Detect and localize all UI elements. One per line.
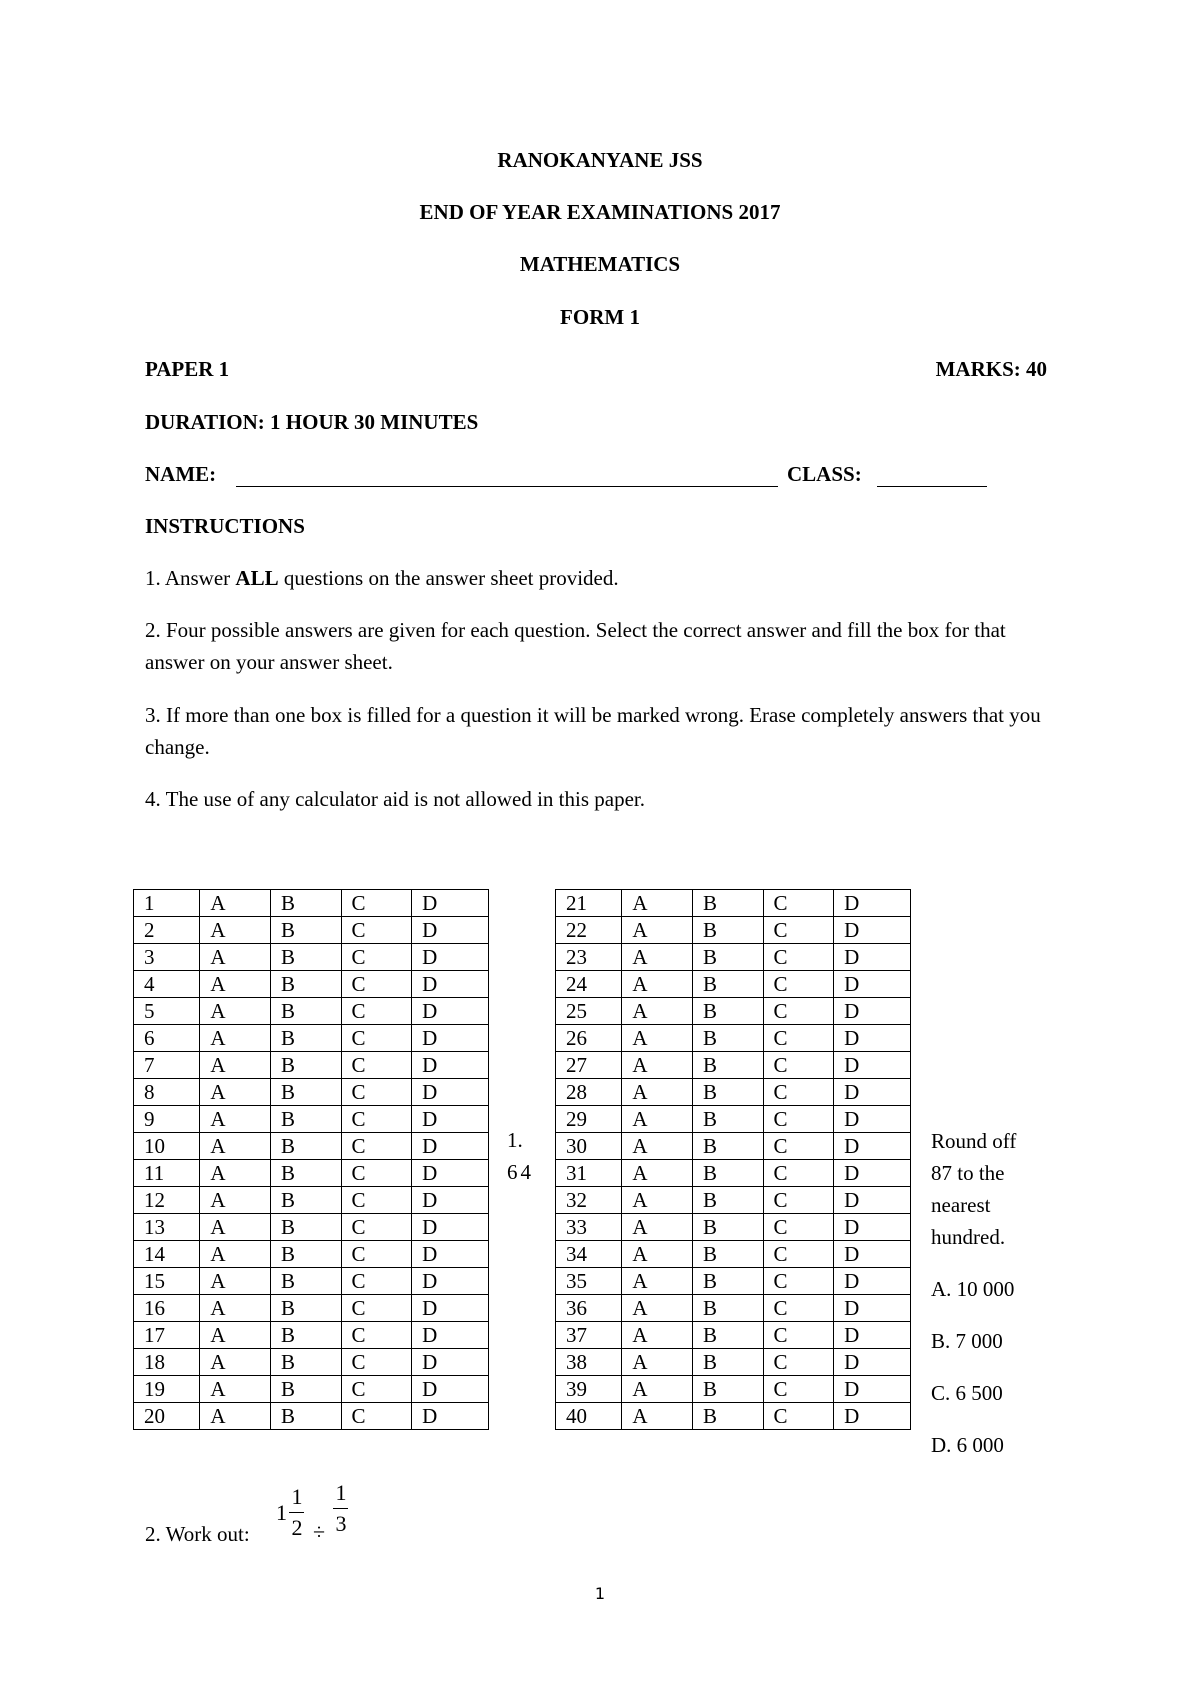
instruction-1-emphasis: ALL — [235, 566, 279, 590]
answer-row-30 — [556, 1133, 911, 1160]
fraction-1-bar — [289, 1512, 304, 1513]
answer-box-26-a[interactable]: A — [622, 1025, 693, 1052]
answer-box-8-a[interactable]: A — [200, 1079, 271, 1106]
instruction-3: 3. If more than one box is filled for a question it will be marked wrong. Erase completely answers that you change. — [145, 703, 1041, 759]
answer-row-number: 1 — [134, 890, 200, 917]
answer-box-27-b[interactable]: B — [692, 1052, 763, 1079]
answer-row-29 — [556, 1106, 911, 1133]
answer-box-35-b[interactable]: B — [692, 1268, 763, 1295]
answer-box-10-c[interactable]: C — [341, 1133, 412, 1160]
answer-box-23-a[interactable]: A — [622, 944, 693, 971]
answer-box-4-c[interactable]: C — [341, 971, 412, 998]
answer-box-18-b[interactable]: B — [270, 1349, 341, 1376]
answer-box-7-c[interactable]: C — [341, 1052, 412, 1079]
answer-box-29-b[interactable]: B — [692, 1106, 763, 1133]
answer-box-25-b[interactable]: B — [692, 998, 763, 1025]
answer-row-number: 18 — [134, 1349, 200, 1376]
class-label: CLASS: — [787, 462, 862, 486]
answer-row-17 — [134, 1322, 489, 1349]
answer-box-2-a[interactable]: A — [200, 917, 271, 944]
instruction-1 — [145, 562, 1055, 594]
answer-box-3-a[interactable]: A — [200, 944, 271, 971]
answer-box-24-a[interactable]: A — [622, 971, 693, 998]
answer-box-22-c[interactable]: C — [763, 917, 834, 944]
answer-row-25 — [556, 998, 911, 1025]
answer-box-9-b[interactable]: B — [270, 1106, 341, 1133]
instruction-1-end: questions on the answer sheet provided. — [278, 566, 619, 590]
answer-box-12-d[interactable]: D — [412, 1187, 489, 1214]
answer-box-40-b[interactable]: B — [692, 1403, 763, 1430]
answer-row-22 — [556, 917, 911, 944]
answer-box-17-d[interactable]: D — [412, 1322, 489, 1349]
answer-box-5-a[interactable]: A — [200, 998, 271, 1025]
answer-box-22-a[interactable]: A — [622, 917, 693, 944]
answer-box-35-c[interactable]: C — [763, 1268, 834, 1295]
answer-box-27-c[interactable]: C — [763, 1052, 834, 1079]
answer-box-38-b[interactable]: B — [692, 1349, 763, 1376]
answer-box-23-b[interactable]: B — [692, 944, 763, 971]
answer-box-36-a[interactable]: A — [622, 1295, 693, 1322]
answer-row-number: 17 — [134, 1322, 200, 1349]
answer-box-36-c[interactable]: C — [763, 1295, 834, 1322]
answer-row-16 — [134, 1295, 489, 1322]
answer-box-11-c[interactable]: C — [341, 1160, 412, 1187]
answer-row-number: 38 — [556, 1349, 622, 1376]
answer-box-19-b[interactable]: B — [270, 1376, 341, 1403]
answer-box-15-d[interactable]: D — [412, 1268, 489, 1295]
answer-box-7-a[interactable]: A — [200, 1052, 271, 1079]
answer-box-3-c[interactable]: C — [341, 944, 412, 971]
answer-box-20-a[interactable]: A — [200, 1403, 271, 1430]
answer-box-3-d[interactable]: D — [412, 944, 489, 971]
answer-row-1 — [134, 890, 489, 917]
answer-box-37-d[interactable]: D — [834, 1322, 911, 1349]
answer-row-number: 4 — [134, 971, 200, 998]
answer-row-number: 34 — [556, 1241, 622, 1268]
answer-box-18-d[interactable]: D — [412, 1349, 489, 1376]
answer-box-1-d[interactable]: D — [412, 890, 489, 917]
answer-box-25-d[interactable]: D — [834, 998, 911, 1025]
answer-row-number: 10 — [134, 1133, 200, 1160]
answer-row-3 — [134, 944, 489, 971]
answer-box-9-a[interactable]: A — [200, 1106, 271, 1133]
answer-row-39 — [556, 1376, 911, 1403]
answer-box-22-d[interactable]: D — [834, 917, 911, 944]
answer-box-38-a[interactable]: A — [622, 1349, 693, 1376]
answer-box-14-d[interactable]: D — [412, 1241, 489, 1268]
question-1-option-c: C. 6 500 — [931, 1381, 1003, 1405]
answer-box-5-b[interactable]: B — [270, 998, 341, 1025]
answer-row-number: 32 — [556, 1187, 622, 1214]
answer-row-number: 20 — [134, 1403, 200, 1430]
answer-row-number: 27 — [556, 1052, 622, 1079]
answer-row-number: 7 — [134, 1052, 200, 1079]
answer-box-30-d[interactable]: D — [834, 1133, 911, 1160]
instruction-1-start: 1. Answer — [145, 566, 236, 590]
answer-row-37 — [556, 1322, 911, 1349]
answer-row-number: 23 — [556, 944, 622, 971]
answer-box-12-b[interactable]: B — [270, 1187, 341, 1214]
answer-row-6 — [134, 1025, 489, 1052]
answer-row-number: 5 — [134, 998, 200, 1025]
answer-box-20-c[interactable]: C — [341, 1403, 412, 1430]
answer-row-19 — [134, 1376, 489, 1403]
answer-box-11-a[interactable]: A — [200, 1160, 271, 1187]
school-name: RANOKANYANE JSS — [497, 148, 703, 172]
answer-box-21-d[interactable]: D — [834, 890, 911, 917]
answer-box-1-c[interactable]: C — [341, 890, 412, 917]
answer-row-13 — [134, 1214, 489, 1241]
answer-box-21-a[interactable]: A — [622, 890, 693, 917]
answer-row-27 — [556, 1052, 911, 1079]
answer-row-number: 15 — [134, 1268, 200, 1295]
answer-row-20 — [134, 1403, 489, 1430]
answer-row-38 — [556, 1349, 911, 1376]
answer-box-32-c[interactable]: C — [763, 1187, 834, 1214]
answer-row-35 — [556, 1268, 911, 1295]
answer-box-33-b[interactable]: B — [692, 1214, 763, 1241]
answer-box-34-a[interactable]: A — [622, 1241, 693, 1268]
answer-box-40-c[interactable]: C — [763, 1403, 834, 1430]
answer-row-24 — [556, 971, 911, 998]
answer-box-39-b[interactable]: B — [692, 1376, 763, 1403]
answer-box-39-a[interactable]: A — [622, 1376, 693, 1403]
answer-box-30-a[interactable]: A — [622, 1133, 693, 1160]
answer-box-13-d[interactable]: D — [412, 1214, 489, 1241]
answer-row-number: 29 — [556, 1106, 622, 1133]
answer-row-9 — [134, 1106, 489, 1133]
question-2-label: 2. Work out: — [145, 1522, 250, 1546]
fraction-1-denominator: 2 — [291, 1515, 303, 1540]
answer-box-27-d[interactable]: D — [834, 1052, 911, 1079]
fraction-2-denominator: 3 — [335, 1511, 347, 1536]
answer-row-number: 11 — [134, 1160, 200, 1187]
answer-row-number: 35 — [556, 1268, 622, 1295]
answer-box-35-a[interactable]: A — [622, 1268, 693, 1295]
answer-box-32-a[interactable]: A — [622, 1187, 693, 1214]
answer-box-35-d[interactable]: D — [834, 1268, 911, 1295]
answer-box-28-a[interactable]: A — [622, 1079, 693, 1106]
answer-box-30-b[interactable]: B — [692, 1133, 763, 1160]
answer-row-number: 19 — [134, 1376, 200, 1403]
answer-row-number: 37 — [556, 1322, 622, 1349]
answer-sheet-right — [555, 889, 911, 1430]
answer-row-number: 39 — [556, 1376, 622, 1403]
answer-box-21-b[interactable]: B — [692, 890, 763, 917]
answer-box-40-d[interactable]: D — [834, 1403, 911, 1430]
answer-box-17-a[interactable]: A — [200, 1322, 271, 1349]
answer-box-2-c[interactable]: C — [341, 917, 412, 944]
answer-box-13-c[interactable]: C — [341, 1214, 412, 1241]
answer-row-21 — [556, 890, 911, 917]
answer-box-6-d[interactable]: D — [412, 1025, 489, 1052]
exam-title: END OF YEAR EXAMINATIONS 2017 — [419, 200, 781, 224]
answer-row-15 — [134, 1268, 489, 1295]
marks-label: MARKS: 40 — [935, 357, 1047, 381]
answer-box-15-b[interactable]: B — [270, 1268, 341, 1295]
answer-box-11-b[interactable]: B — [270, 1160, 341, 1187]
answer-row-10 — [134, 1133, 489, 1160]
answer-box-39-d[interactable]: D — [834, 1376, 911, 1403]
answer-row-number: 36 — [556, 1295, 622, 1322]
answer-row-number: 26 — [556, 1025, 622, 1052]
answer-row-23 — [556, 944, 911, 971]
answer-row-31 — [556, 1160, 911, 1187]
fraction-2-numerator: 1 — [335, 1480, 347, 1505]
answer-row-number: 31 — [556, 1160, 622, 1187]
answer-box-25-a[interactable]: A — [622, 998, 693, 1025]
instructions-title: INSTRUCTIONS — [145, 514, 305, 538]
answer-row-11 — [134, 1160, 489, 1187]
answer-box-18-c[interactable]: C — [341, 1349, 412, 1376]
question-1-line-4: hundred. — [931, 1225, 1006, 1249]
answer-box-18-a[interactable]: A — [200, 1349, 271, 1376]
question-1-line-2: 87 to the — [931, 1161, 1005, 1185]
answer-box-14-c[interactable]: C — [341, 1241, 412, 1268]
instruction-4: 4. The use of any calculator aid is not allowed in this paper. — [145, 787, 645, 811]
answer-box-11-d[interactable]: D — [412, 1160, 489, 1187]
answer-box-7-d[interactable]: D — [412, 1052, 489, 1079]
fraction-2-bar — [333, 1508, 348, 1509]
answer-row-number: 33 — [556, 1214, 622, 1241]
answer-box-28-c[interactable]: C — [763, 1079, 834, 1106]
answer-box-38-c[interactable]: C — [763, 1349, 834, 1376]
answer-box-4-b[interactable]: B — [270, 971, 341, 998]
answer-box-34-b[interactable]: B — [692, 1241, 763, 1268]
answer-box-10-d[interactable]: D — [412, 1133, 489, 1160]
answer-box-4-a[interactable]: A — [200, 971, 271, 998]
answer-box-30-c[interactable]: C — [763, 1133, 834, 1160]
answer-row-number: 2 — [134, 917, 200, 944]
answer-box-26-c[interactable]: C — [763, 1025, 834, 1052]
answer-box-14-a[interactable]: A — [200, 1241, 271, 1268]
answer-box-27-a[interactable]: A — [622, 1052, 693, 1079]
answer-box-34-c[interactable]: C — [763, 1241, 834, 1268]
answer-box-19-c[interactable]: C — [341, 1376, 412, 1403]
answer-box-36-b[interactable]: B — [692, 1295, 763, 1322]
answer-box-40-a[interactable]: A — [622, 1403, 693, 1430]
answer-box-20-b[interactable]: B — [270, 1403, 341, 1430]
subject-title: MATHEMATICS — [519, 252, 681, 276]
answer-row-number: 28 — [556, 1079, 622, 1106]
answer-box-5-d[interactable]: D — [412, 998, 489, 1025]
answer-box-37-c[interactable]: C — [763, 1322, 834, 1349]
answer-row-number: 16 — [134, 1295, 200, 1322]
question-1-value: 64 — [507, 1160, 534, 1184]
answer-row-40 — [556, 1403, 911, 1430]
answer-row-5 — [134, 998, 489, 1025]
question-1-option-a: A. 10 000 — [931, 1277, 1015, 1301]
question-1-number: 1. — [507, 1128, 523, 1152]
answer-row-33 — [556, 1214, 911, 1241]
answer-box-4-d[interactable]: D — [412, 971, 489, 998]
answer-row-number: 9 — [134, 1106, 200, 1133]
answer-box-2-b[interactable]: B — [270, 917, 341, 944]
answer-box-22-b[interactable]: B — [692, 917, 763, 944]
duration-label: DURATION: 1 HOUR 30 MINUTES — [145, 410, 479, 434]
question-1-line-1: Round off — [931, 1129, 1017, 1153]
answer-box-8-b[interactable]: B — [270, 1079, 341, 1106]
answer-row-number: 14 — [134, 1241, 200, 1268]
answer-row-number: 3 — [134, 944, 200, 971]
answer-box-13-a[interactable]: A — [200, 1214, 271, 1241]
answer-box-26-b[interactable]: B — [692, 1025, 763, 1052]
answer-box-17-c[interactable]: C — [341, 1322, 412, 1349]
answer-box-33-d[interactable]: D — [834, 1214, 911, 1241]
answer-row-18 — [134, 1349, 489, 1376]
question-1-line-3: nearest — [931, 1193, 991, 1217]
answer-box-37-a[interactable]: A — [622, 1322, 693, 1349]
answer-row-number: 12 — [134, 1187, 200, 1214]
answer-row-number: 24 — [556, 971, 622, 998]
answer-row-2 — [134, 917, 489, 944]
answer-box-26-d[interactable]: D — [834, 1025, 911, 1052]
answer-box-20-d[interactable]: D — [412, 1403, 489, 1430]
answer-box-39-c[interactable]: C — [763, 1376, 834, 1403]
answer-row-26 — [556, 1025, 911, 1052]
answer-box-29-c[interactable]: C — [763, 1106, 834, 1133]
answer-row-12 — [134, 1187, 489, 1214]
answer-box-5-c[interactable]: C — [341, 998, 412, 1025]
answer-row-34 — [556, 1241, 911, 1268]
answer-box-33-a[interactable]: A — [622, 1214, 693, 1241]
answer-box-23-d[interactable]: D — [834, 944, 911, 971]
question-1-option-b: B. 7 000 — [931, 1329, 1003, 1353]
answer-box-21-c[interactable]: C — [763, 890, 834, 917]
answer-row-4 — [134, 971, 489, 998]
answer-box-28-b[interactable]: B — [692, 1079, 763, 1106]
answer-box-14-b[interactable]: B — [270, 1241, 341, 1268]
answer-box-19-d[interactable]: D — [412, 1376, 489, 1403]
form-title: FORM 1 — [560, 305, 640, 329]
answer-box-15-c[interactable]: C — [341, 1268, 412, 1295]
answer-row-28 — [556, 1079, 911, 1106]
answer-row-number: 30 — [556, 1133, 622, 1160]
answer-row-8 — [134, 1079, 489, 1106]
fraction-whole: 1 — [276, 1500, 287, 1525]
fraction-1-numerator: 1 — [291, 1484, 303, 1509]
answer-box-6-c[interactable]: C — [341, 1025, 412, 1052]
answer-box-13-b[interactable]: B — [270, 1214, 341, 1241]
answer-box-32-b[interactable]: B — [692, 1187, 763, 1214]
answer-row-number: 6 — [134, 1025, 200, 1052]
answer-box-12-a[interactable]: A — [200, 1187, 271, 1214]
answer-box-8-c[interactable]: C — [341, 1079, 412, 1106]
answer-row-number: 13 — [134, 1214, 200, 1241]
answer-box-8-d[interactable]: D — [412, 1079, 489, 1106]
answer-row-number: 22 — [556, 917, 622, 944]
answer-box-37-b[interactable]: B — [692, 1322, 763, 1349]
answer-box-34-d[interactable]: D — [834, 1241, 911, 1268]
class-field-line[interactable] — [877, 486, 987, 487]
answer-row-14 — [134, 1241, 489, 1268]
answer-box-10-a[interactable]: A — [200, 1133, 271, 1160]
answer-row-number: 25 — [556, 998, 622, 1025]
answer-box-1-b[interactable]: B — [270, 890, 341, 917]
answer-row-7 — [134, 1052, 489, 1079]
answer-box-6-b[interactable]: B — [270, 1025, 341, 1052]
answer-box-3-b[interactable]: B — [270, 944, 341, 971]
answer-box-32-d[interactable]: D — [834, 1187, 911, 1214]
answer-box-33-c[interactable]: C — [763, 1214, 834, 1241]
question-1-option-d: D. 6 000 — [931, 1433, 1004, 1457]
answer-box-24-c[interactable]: C — [763, 971, 834, 998]
answer-box-9-c[interactable]: C — [341, 1106, 412, 1133]
answer-box-38-d[interactable]: D — [834, 1349, 911, 1376]
answer-box-16-c[interactable]: C — [341, 1295, 412, 1322]
name-label: NAME: — [145, 462, 217, 486]
answer-box-15-a[interactable]: A — [200, 1268, 271, 1295]
answer-box-29-a[interactable]: A — [622, 1106, 693, 1133]
answer-box-9-d[interactable]: D — [412, 1106, 489, 1133]
answer-box-16-b[interactable]: B — [270, 1295, 341, 1322]
answer-box-29-d[interactable]: D — [834, 1106, 911, 1133]
name-field-line[interactable] — [236, 486, 778, 487]
division-sign: ÷ — [313, 1519, 326, 1544]
question-1-text — [931, 1125, 1061, 1461]
page-number: 1 — [594, 1584, 606, 1603]
paper-label: PAPER 1 — [145, 357, 230, 381]
answer-box-12-c[interactable]: C — [341, 1187, 412, 1214]
answer-box-16-a[interactable]: A — [200, 1295, 271, 1322]
answer-box-24-b[interactable]: B — [692, 971, 763, 998]
answer-box-31-d[interactable]: D — [834, 1160, 911, 1187]
answer-row-number: 8 — [134, 1079, 200, 1106]
answer-box-1-a[interactable]: A — [200, 890, 271, 917]
answer-row-32 — [556, 1187, 911, 1214]
answer-box-31-a[interactable]: A — [622, 1160, 693, 1187]
answer-row-number: 21 — [556, 890, 622, 917]
answer-box-24-d[interactable]: D — [834, 971, 911, 998]
answer-box-31-b[interactable]: B — [692, 1160, 763, 1187]
answer-sheet-left — [133, 889, 489, 1430]
answer-box-7-b[interactable]: B — [270, 1052, 341, 1079]
answer-box-2-d[interactable]: D — [412, 917, 489, 944]
answer-box-25-c[interactable]: C — [763, 998, 834, 1025]
answer-row-36 — [556, 1295, 911, 1322]
answer-box-6-a[interactable]: A — [200, 1025, 271, 1052]
answer-box-36-d[interactable]: D — [834, 1295, 911, 1322]
answer-box-16-d[interactable]: D — [412, 1295, 489, 1322]
answer-box-19-a[interactable]: A — [200, 1376, 271, 1403]
instruction-2: 2. Four possible answers are given for each question. Select the correct answer and fill the box for that answer on your answer sheet. — [145, 618, 1006, 674]
answer-box-31-c[interactable]: C — [763, 1160, 834, 1187]
answer-box-23-c[interactable]: C — [763, 944, 834, 971]
answer-box-17-b[interactable]: B — [270, 1322, 341, 1349]
answer-box-10-b[interactable]: B — [270, 1133, 341, 1160]
answer-box-28-d[interactable]: D — [834, 1079, 911, 1106]
answer-row-number: 40 — [556, 1403, 622, 1430]
